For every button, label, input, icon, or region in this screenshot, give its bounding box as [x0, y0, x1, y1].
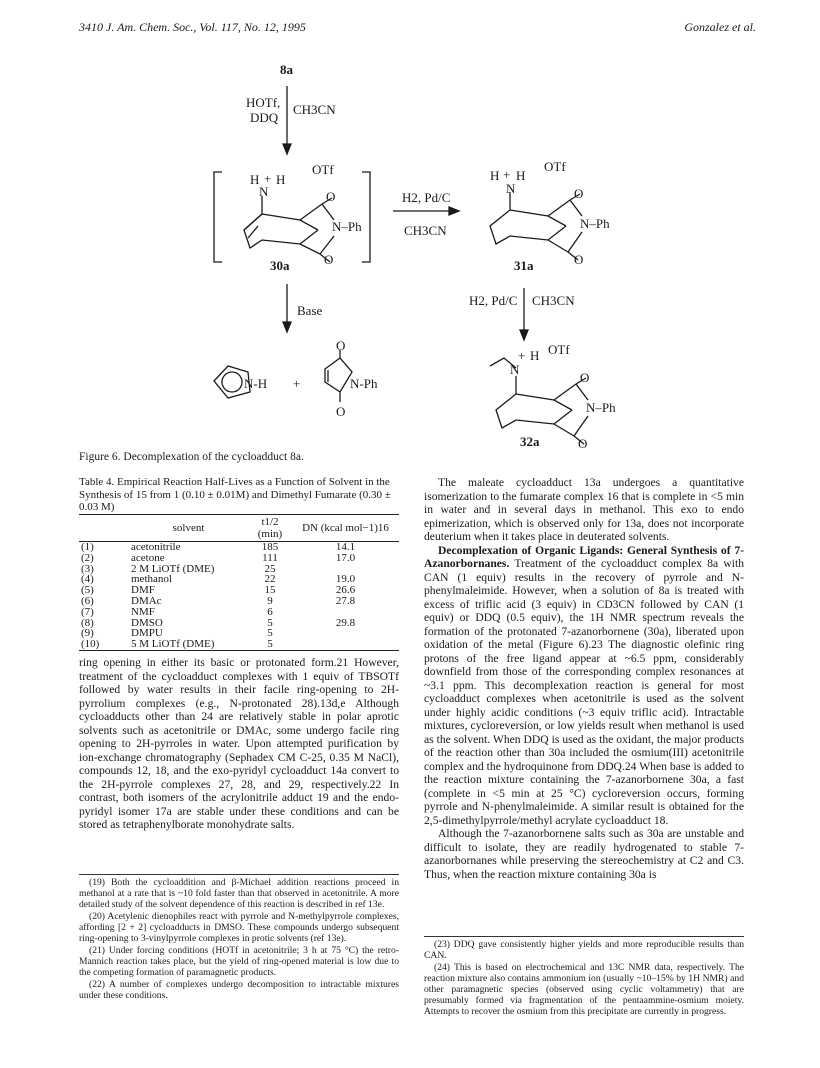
right-column-body: [424, 476, 744, 881]
table-caption: Table 4. Empirical Reaction Half-Lives as a Function of Solvent in the Synthesis of 15 from 1 (0.10 ± 0.01M) and Dimethyl Fumarate (0.30 ± 0.03 M): [79, 476, 391, 513]
reaction-scheme: [0, 0, 820, 450]
row-halflife: 15: [264, 584, 276, 597]
right-paragraph-1: The maleate cycloadduct 13a undergoes a quantitative isomerization to the fumarate complex 16 that is complete in <5 min in water and in several days in methanol. This exo to endo epimerization, which is observed only for 13a, does not incorporate deuterium when it takes place in deuterated solvents.: [424, 476, 744, 543]
row-solvent: DMSO: [131, 616, 163, 629]
label-h-31a: H: [490, 168, 500, 183]
row-solvent: 5 M LiOTf (DME): [129, 639, 248, 650]
reagent-ch3cn-3: CH3CN: [532, 293, 575, 308]
row-index: (5): [81, 584, 94, 597]
reagent-ch3cn-2: CH3CN: [404, 223, 447, 238]
row-solvent: acetone: [131, 551, 165, 564]
row-halflife: 185: [261, 541, 279, 553]
table-row: [79, 618, 399, 629]
row-halflife: 5: [267, 616, 273, 629]
reagent-ddq: DDQ: [250, 110, 279, 125]
row-index: (3): [81, 562, 94, 575]
label-plus: +: [264, 171, 272, 186]
section-heading: Decomplexation of Organic Ligands: General Synthesis of 7-Azanorbornanes.: [424, 543, 744, 570]
footnote-24: (24) This is based on electrochemical and 13C NMR data, respectively. The reaction mixture also contains ammonium ion (usually ~10–15% by 1H NMR) and other paramagnetic species (observed using cyclic voltammetry) that are presumably formed via fragmentation of the pentaammine-osmium moiety. Attempts to recover the osmium from this precipitate are currently in progress.: [424, 962, 744, 1017]
table-header-halflife: t1/2 (min): [248, 515, 292, 542]
table-row: [79, 553, 399, 564]
row-index: (10): [79, 639, 129, 650]
table-row: [79, 639, 399, 650]
right-paragraph-2: [424, 544, 744, 828]
row-index: (6): [81, 594, 94, 607]
right-footnotes: [424, 936, 744, 1018]
row-halflife: 25: [264, 562, 276, 575]
row-halflife: 5: [267, 627, 273, 640]
compound-31a: 31a: [514, 258, 534, 273]
label-n-31a: N: [506, 181, 516, 196]
label-o-32a: O: [580, 370, 590, 385]
label-o2-32a: O: [578, 436, 588, 450]
row-dn: [292, 639, 399, 650]
label-o-maleimide: O: [336, 338, 346, 353]
row-dn: 14.1: [335, 541, 356, 553]
data-table: [79, 514, 399, 651]
label-nph-maleimide: N-Ph: [350, 376, 378, 391]
row-index: (8): [81, 616, 94, 629]
row-index: (2): [81, 551, 94, 564]
label-otf-32a: OTf: [548, 342, 570, 357]
label-nph-32a: N–Ph: [586, 400, 616, 415]
right-paragraph-3: Although the 7-azanorbornene salts such as 30a are unstable and difficult to isolate, they are readily hydrogenated to stable 7-azanorbornanes while preserving the stereochemistry at C2 and C3. Thus, when the reaction mixture containing 30a is: [424, 827, 744, 881]
label-plus-products: +: [293, 376, 301, 391]
row-solvent: methanol: [131, 573, 172, 586]
label-plus-32a: +: [518, 348, 526, 363]
table-header-solvent: solvent: [129, 515, 248, 542]
left-column-body: [79, 656, 399, 832]
label-nph: N–Ph: [332, 219, 362, 234]
label-otf-31a: OTf: [544, 159, 566, 174]
row-dn: [292, 628, 399, 639]
footnote-19: (19) Both the cycloaddition and β-Michael addition reactions proceed in methanol at a rate that is ~10 fold faster than that observed in acetonitrile. A more detailed study of the solvent dependence of this reaction is described in ref 13e.: [79, 877, 399, 910]
row-solvent: DMPU: [131, 627, 163, 640]
compound-32a: 32a: [520, 434, 540, 449]
label-nph-31a: N–Ph: [580, 216, 610, 231]
label-h2-31a: H: [516, 168, 526, 183]
footnote-21: (21) Under forcing conditions (HOTf in acetonitrile; 3 h at 75 °C) the retro-Mannich reaction takes place, but the yield of ring-opened material is low due to the competing formation of paramagnetic products.: [79, 945, 399, 978]
label-nh: N-H: [244, 376, 268, 391]
table-header-dn: DN (kcal mol−1)16: [292, 515, 399, 542]
footnote-23: (23) DDQ gave consistently higher yields and more reproducible results than CAN.: [424, 939, 744, 961]
figure-caption: Figure 6. Decomplexation of the cycloadduct 8a.: [79, 451, 304, 463]
label-o-31a: O: [574, 186, 584, 201]
row-dn: 26.6: [335, 584, 356, 597]
running-header-left: 3410 J. Am. Chem. Soc., Vol. 117, No. 12, 1995: [79, 20, 306, 34]
reagent-ch3cn-1: CH3CN: [293, 102, 336, 117]
row-index: (7): [81, 605, 94, 618]
table-row: [79, 607, 399, 618]
row-solvent: DMAc: [131, 594, 162, 607]
label-n: N: [259, 184, 269, 199]
compound-30a: 30a: [270, 258, 290, 273]
reagent-hotf: HOTf,: [246, 95, 281, 110]
label-h: H: [250, 172, 260, 187]
label-o2: O: [324, 252, 334, 267]
row-index: (9): [81, 627, 94, 640]
row-dn: 19.0: [335, 573, 356, 586]
row-dn: 27.8: [335, 594, 356, 607]
label-h2: H: [276, 172, 286, 187]
row-dn: 17.0: [335, 551, 356, 564]
reagent-h2pdc-2: H2, Pd/C: [469, 293, 518, 308]
row-dn: 29.8: [335, 616, 356, 629]
label-otf: OTf: [312, 162, 334, 177]
right-paragraph-2-text: Treatment of the cycloadduct complex 8a with CAN (1 equiv) results in the recovery of pyrrole and N-phenylmaleimide. However, when a solution of 8a is treated with excess of triflic acid (3 equiv) in CD3CN followed by CAN (1 equiv) or DDQ (0.5 equiv), the 1H NMR spectrum reveals the formation of the protonated 7-azanorbornene (30a), liberated upon oxidation of the metal (Figure 6).23 The diagnostic olefinic ring protons of the free ligand appear at ~6.5 ppm, considerably downfield from those of the corresponding complex resonances at ~3.1 ppm. This decomplexation reaction is general for most cycloadduct complexes when acetonitrile is used as the solvent under highly acidic conditions (~3 equiv triflic acid). Intractable mixtures, cycloreversion, or low yields result when methanol is used as the solvent. When DDQ is used as the oxidant, the major products of the reaction other than 30a included the osmium(III) acetonitrile complex and the hydroquinone from DDQ.24 When base is added to the reaction mixture containing the 7-azanorbornene 30a, a fast (complete in <5 min at 25 °C) cycloreversion occurs, forming pyrrole and N-phenylmaleimide. A similar result is obtained for the 2,5-dimethylpyrrole/methyl acrylate cycloadduct 18.: [424, 557, 744, 827]
table-row: [79, 596, 399, 607]
row-halflife: 22: [264, 573, 276, 586]
running-header-right: Gonzalez et al.: [684, 20, 756, 34]
left-footnotes: [79, 874, 399, 1002]
label-n-32a: N: [510, 362, 520, 377]
footnote-20: (20) Acetylenic dienophiles react with pyrrole and N-methylpyrrole complexes, affording [2 + 2] cycloadducts in DMSO. These compounds undergo subsequent ring-opening to 3-vinylpyrrole complexes in protic solvents (ref 13e).: [79, 911, 399, 944]
reagent-h2pdc-1: H2, Pd/C: [402, 190, 451, 205]
label-h-32a: H: [530, 348, 540, 363]
label-o2-31a: O: [574, 252, 584, 267]
table-header-index: [79, 515, 129, 542]
row-solvent: 2 M LiOTf (DME): [131, 562, 215, 575]
reagent-base: Base: [297, 303, 323, 318]
row-halflife: 6: [267, 605, 273, 618]
label-plus-31a: +: [503, 167, 511, 182]
row-index: (4): [81, 573, 94, 586]
row-solvent: acetonitrile: [131, 541, 181, 553]
label-o2-maleimide: O: [336, 404, 346, 419]
row-halflife: 5: [248, 639, 292, 650]
row-index: (1): [81, 541, 94, 553]
label-o: O: [326, 189, 336, 204]
left-paragraph: ring opening in either its basic or protonated form.21 However, treatment of the cycloadduct complexes with 1 equiv of TBSOTf followed by water results in their facile ring-opening to 2H-pyrrolium complexes (e.g., N-protonated 28).13d,e Although cycloadducts other than 24 are relatively stable in polar aprotic solvents such as acetonitrile or DMAc, some undergo facile ring opening to 2H-pyrroles in water. Upon attempted purification by ion-exchange chromatography (Sephadex CM C-25, 0.35 M NaCl), compounds 12, 18, and the exo-pyridyl cycloadduct 14a convert to the 2H-pyrrole complexes 27, 28, and 29, respectively.22 In contrast, both isomers of the acrylonitrile adduct 19 and the endo-pyridyl isomer 17a are stable under these conditions and can be stored as tetraphenylborate monohydrate salts.: [79, 656, 399, 831]
row-solvent: NMF: [131, 605, 155, 618]
row-solvent: DMF: [131, 584, 155, 597]
footnote-22: (22) A number of complexes undergo decomposition to intractable mixtures under these conditions.: [79, 979, 399, 1001]
row-halflife: 111: [262, 551, 278, 564]
row-halflife: 9: [267, 594, 273, 607]
row-dn: [292, 607, 399, 618]
compound-8a: 8a: [280, 62, 293, 77]
table-row: [79, 628, 399, 639]
